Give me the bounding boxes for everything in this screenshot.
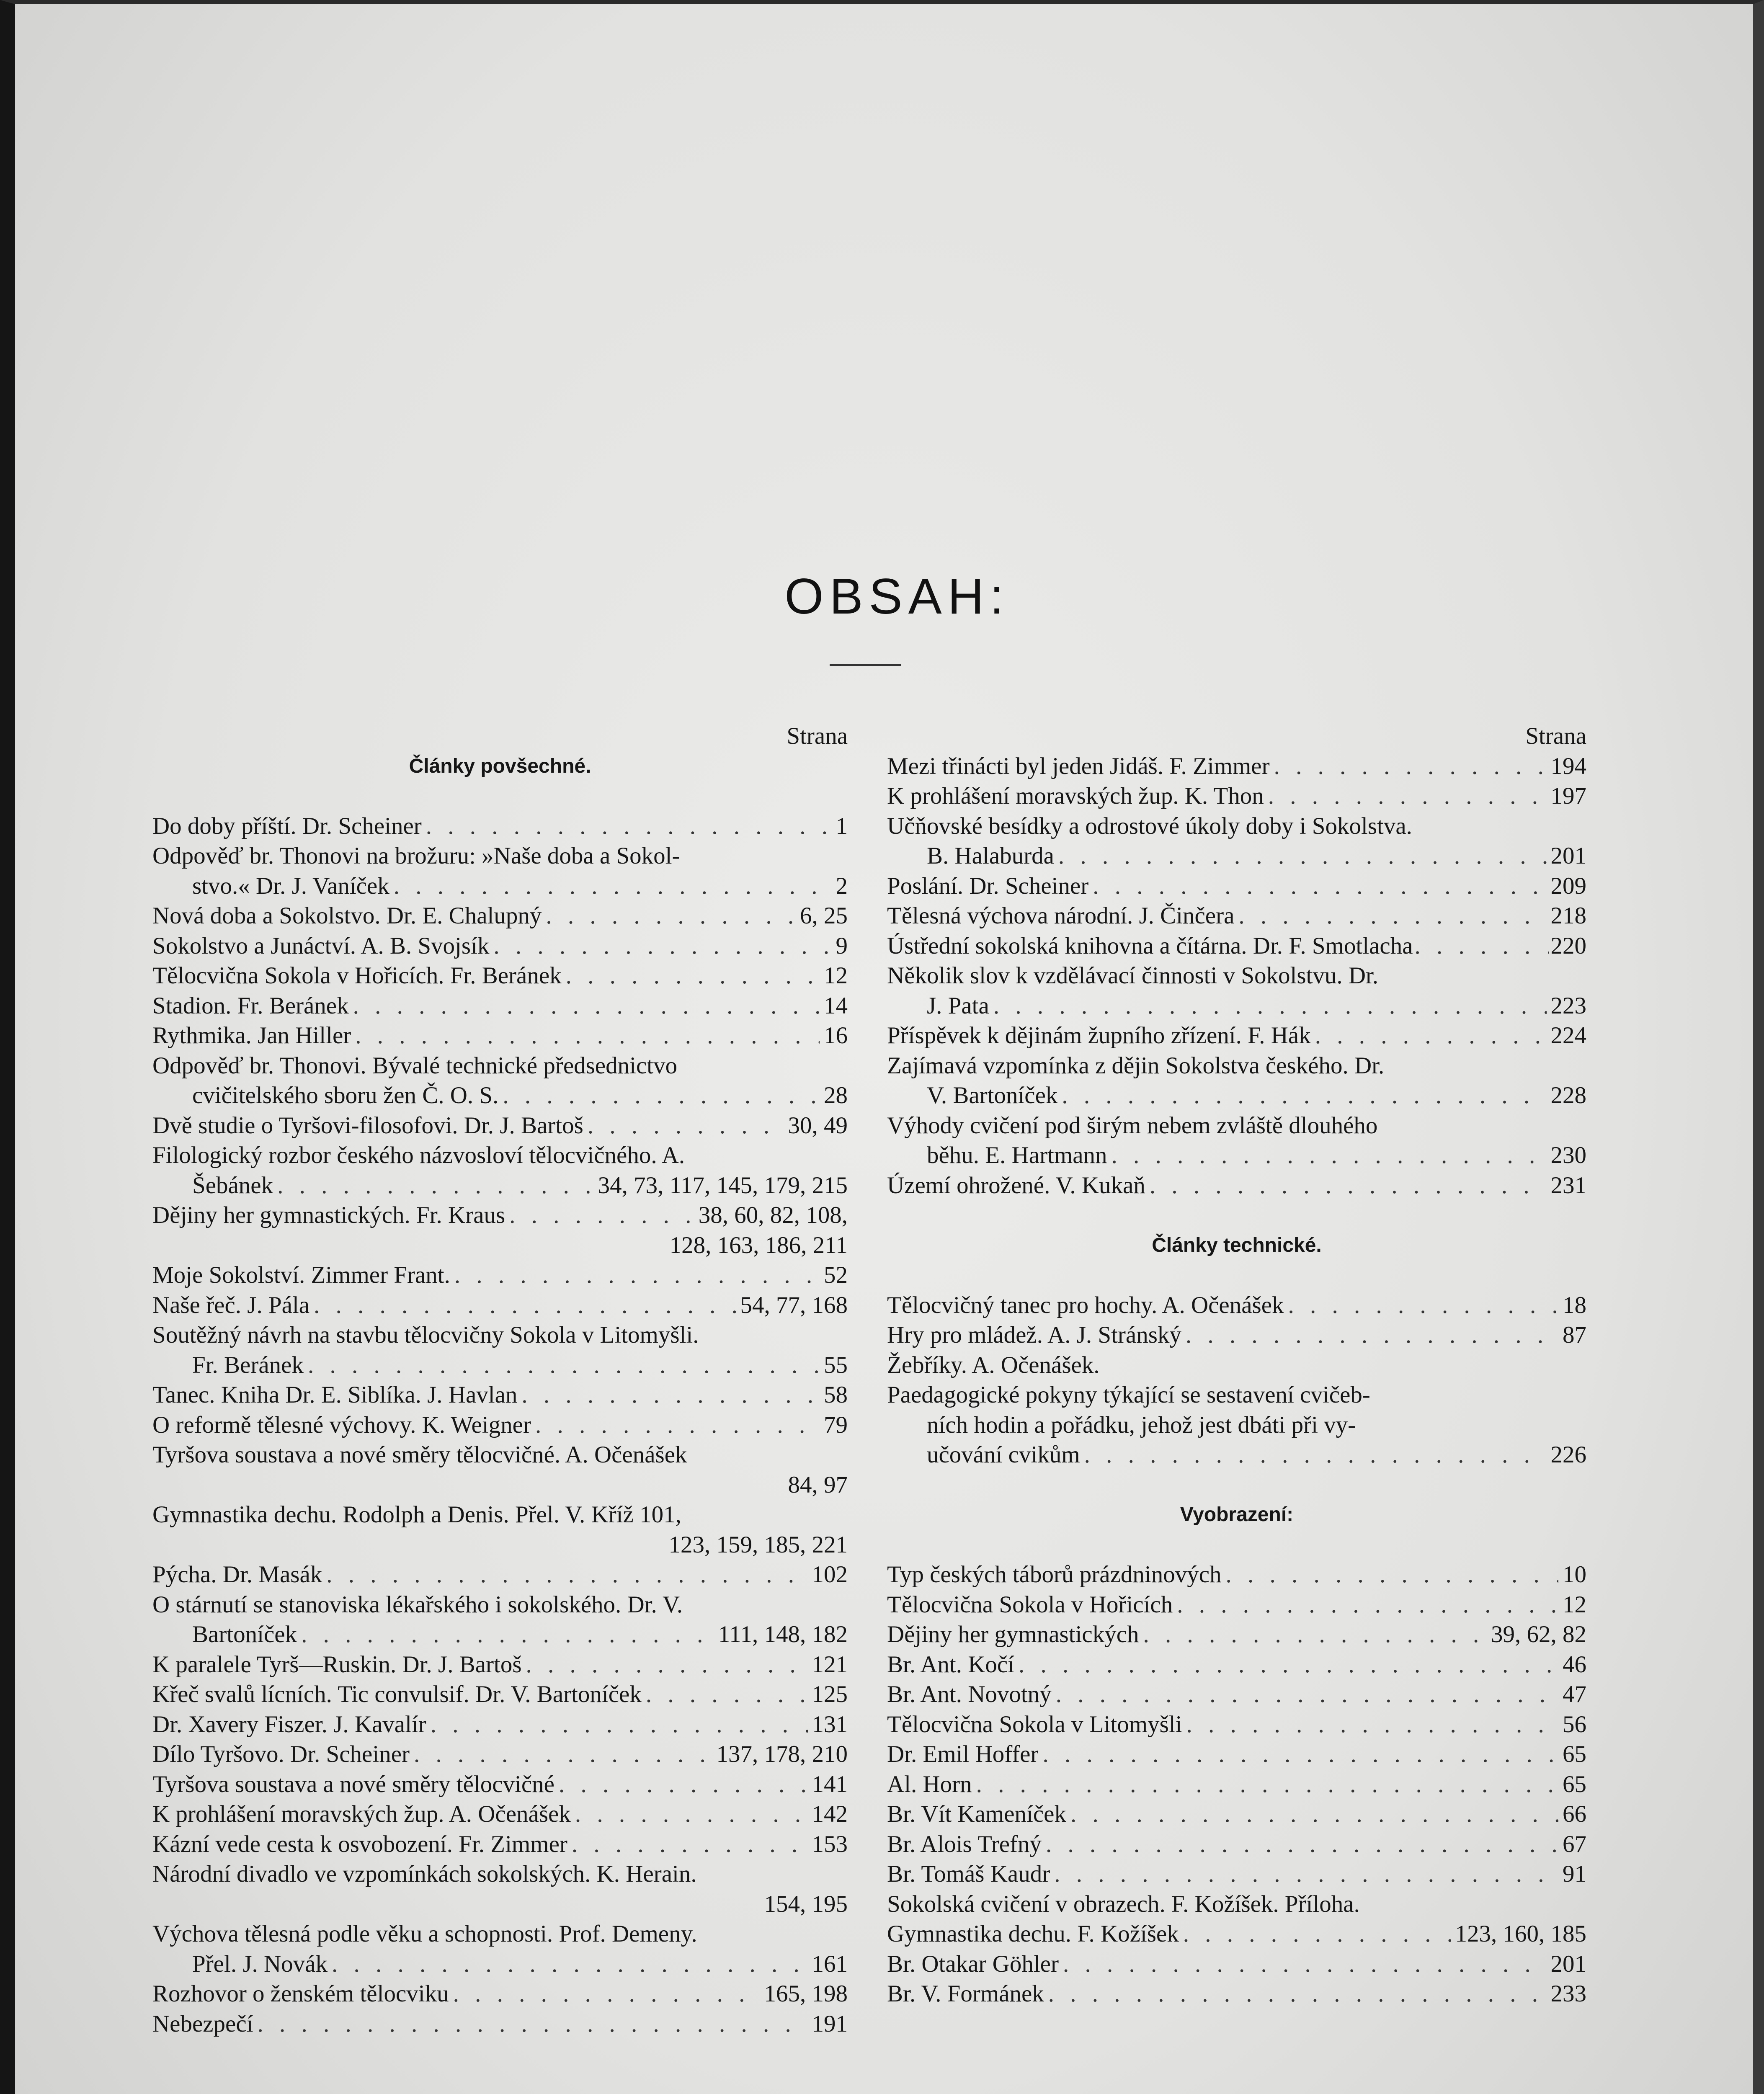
title-rule bbox=[830, 664, 901, 666]
toc-entry: Žebříky. A. Očenášek. bbox=[887, 1351, 1100, 1378]
toc-entry: Dějiny her gymnastických . . . 39, 62, 82 bbox=[887, 1619, 1586, 1650]
toc-entry: Šebánek . . . 34, 73, 117, 145, 179, 215 bbox=[152, 1171, 848, 1201]
toc-entry: Paedagogické pokyny týkající se sestavení cvičeb- bbox=[887, 1382, 1370, 1408]
toc-entry: K prohlášení moravských žup. A. Očenášek . . . 142 bbox=[152, 1799, 848, 1829]
toc-entry: Tělocvična Sokola v Hořicích. Fr. Beránek . . . 12 bbox=[152, 961, 848, 991]
strana-label: Strana bbox=[1525, 723, 1586, 749]
toc-entry: Bartoníček . . . 111, 148, 182 bbox=[152, 1619, 848, 1650]
toc-entry: Tělesná výchova národní. J. Činčera . . . 218 bbox=[887, 901, 1586, 931]
toc-entry: Tyršova soustava a nové směry tělocvičné. A. Očenášek bbox=[152, 1442, 687, 1468]
toc-entry: Br. V. Formánek . . . 233 bbox=[887, 1979, 1586, 2009]
toc-entry: běhu. E. Hartmann . . . 230 bbox=[887, 1140, 1586, 1171]
toc-entry: Rozhovor o ženském tělocviku . . . 165, 198 bbox=[152, 1979, 848, 2009]
toc-entry: Národní divadlo ve vzpomínkách sokolských. K. Herain. bbox=[152, 1861, 697, 1887]
toc-entry: Odpověď br. Thonovi na brožuru: »Naše doba a Sokol- bbox=[152, 843, 680, 869]
toc-entry: Učňovské besídky a odrostové úkoly doby i Sokolstva. bbox=[887, 812, 1412, 839]
toc-entry: Dílo Tyršovo. Dr. Scheiner . . . 137, 178, 210 bbox=[152, 1739, 848, 1769]
toc-entry: Přel. J. Novák . . . 161 bbox=[152, 1949, 848, 1979]
toc-entry: Br. Otakar Göhler . . . 201 bbox=[887, 1949, 1586, 1979]
toc-entry: Do doby příští. Dr. Scheiner . . . 1 bbox=[152, 811, 848, 841]
toc-entry: Kázní vede cesta k osvobození. Fr. Zimmer . . . 153 bbox=[152, 1829, 848, 1859]
toc-entry: Tělocvičný tanec pro hochy. A. Očenášek . . . 18 bbox=[887, 1290, 1586, 1320]
toc-entry: K prohlášení moravských žup. K. Thon . . . 197 bbox=[887, 781, 1586, 811]
toc-entry: Dr. Emil Hoffer . . . 65 bbox=[887, 1739, 1586, 1769]
toc-entry: stvo.« Dr. J. Vaníček . . . 2 bbox=[152, 871, 848, 901]
toc-entry: O stárnutí se stanoviska lékařského i sokolského. Dr. V. bbox=[152, 1591, 683, 1618]
toc-entry: Gymnastika dechu. Rodolph a Denis. Přel. V. Kříž 101, bbox=[152, 1501, 681, 1528]
toc-entry: Rythmika. Jan Hiller . . . 16 bbox=[152, 1021, 848, 1051]
toc-entry: Území ohrožené. V. Kukaň . . . 231 bbox=[887, 1171, 1586, 1201]
toc-entry: Al. Horn . . . 65 bbox=[887, 1769, 1586, 1800]
toc-entry: cvičitelského sboru žen Č. O. S. . . . 28 bbox=[152, 1081, 848, 1111]
toc-entry: Sokolstvo a Junáctví. A. B. Svojsík . . . 9 bbox=[152, 931, 848, 961]
toc-pages-continued: 128, 163, 186, 211 bbox=[669, 1232, 848, 1258]
toc-entry: Tělocvična Sokola v Hořicích . . . 12 bbox=[887, 1590, 1586, 1620]
toc-entry: ních hodin a pořádku, jehož jest dbáti při vy- bbox=[927, 1411, 1356, 1438]
toc-entry: J. Pata . . . 223 bbox=[887, 991, 1586, 1021]
toc-entry: Dějiny her gymnastických. Fr. Kraus . . . 38, 60, 82, 108, bbox=[152, 1200, 848, 1230]
toc-entry: Br. Vít Kameníček . . . 66 bbox=[887, 1799, 1586, 1829]
toc-entry: Hry pro mládež. A. J. Stránský . . . 87 bbox=[887, 1320, 1586, 1350]
toc-entry: Mezi třinácti byl jeden Jidáš. F. Zimmer . . . 194 bbox=[887, 751, 1586, 781]
toc-entry: Br. Ant. Novotný . . . 47 bbox=[887, 1679, 1586, 1710]
toc-entry: Br. Ant. Kočí . . . 46 bbox=[887, 1650, 1586, 1680]
toc-entry: Křeč svalů lícních. Tic convulsif. Dr. V. Bartoníček . . . 125 bbox=[152, 1679, 848, 1710]
toc-entry: Tělocvična Sokola v Litomyšli . . . 56 bbox=[887, 1710, 1586, 1740]
toc-entry: Dr. Xavery Fiszer. J. Kavalír . . . 131 bbox=[152, 1710, 848, 1740]
right-column bbox=[887, 721, 1586, 2009]
toc-entry: Výchova tělesná podle věku a schopnosti. Prof. Demeny. bbox=[152, 1921, 697, 1947]
toc-entry: Tyršova soustava a nové směry tělocvičné . . . 141 bbox=[152, 1769, 848, 1800]
section-heading-general: Články povšechné. bbox=[409, 755, 591, 777]
toc-entry: Soutěžný návrh na stavbu tělocvičny Sokola v Litomyšli. bbox=[152, 1322, 699, 1348]
section-heading-technical: Články technické. bbox=[1152, 1234, 1322, 1256]
toc-entry: O reformě tělesné výchovy. K. Weigner . . . 79 bbox=[152, 1410, 848, 1440]
toc-entry: Gymnastika dechu. F. Kožíšek . . . 123, 160, 185 bbox=[887, 1919, 1586, 1949]
toc-entry: Odpověď br. Thonovi. Bývalé technické předsednictvo bbox=[152, 1052, 678, 1079]
toc-pages-continued: 123, 159, 185, 221 bbox=[668, 1531, 848, 1558]
toc-entry: Výhody cvičení pod širým nebem zvláště dlouhého bbox=[887, 1112, 1378, 1139]
toc-entry: Stadion. Fr. Beránek . . . 14 bbox=[152, 991, 848, 1021]
toc-entry: Sokolská cvičení v obrazech. F. Kožíšek. Příloha. bbox=[887, 1890, 1360, 1917]
toc-entry: Poslání. Dr. Scheiner . . . 209 bbox=[887, 871, 1586, 901]
toc-entry: Filologický rozbor českého názvosloví tělocvičného. A. bbox=[152, 1142, 685, 1168]
toc-entry: Nebezpečí . . . 191 bbox=[152, 2009, 848, 2039]
toc-entry: Nová doba a Sokolstvo. Dr. E. Chalupný . . . 6, 25 bbox=[152, 901, 848, 931]
toc-entry: Tanec. Kniha Dr. E. Siblíka. J. Havlan . . . 58 bbox=[152, 1380, 848, 1410]
toc-entry: Moje Sokolství. Zimmer Frant. . . . 52 bbox=[152, 1260, 848, 1290]
toc-entry: V. Bartoníček . . . 228 bbox=[887, 1081, 1586, 1111]
toc-entry: Dvě studie o Tyršovi-filosofovi. Dr. J. Bartoš . . . 30, 49 bbox=[152, 1111, 848, 1141]
page-title: OBSAH: bbox=[784, 568, 1010, 624]
toc-pages-continued: 154, 195 bbox=[764, 1890, 848, 1917]
toc-entry: K paralele Tyrš—Ruskin. Dr. J. Bartoš . . . 121 bbox=[152, 1650, 848, 1680]
left-column bbox=[152, 721, 848, 2039]
toc-entry: Pýcha. Dr. Masák . . . 102 bbox=[152, 1560, 848, 1590]
toc-entry: Naše řeč. J. Pála . . . 54, 77, 168 bbox=[152, 1290, 848, 1320]
toc-entry: Typ českých táborů prázdninových . . . 10 bbox=[887, 1560, 1586, 1590]
toc-entry: Fr. Beránek . . . 55 bbox=[152, 1350, 848, 1380]
toc-entry: Příspěvek k dějinám župního zřízení. F. Hák . . . 224 bbox=[887, 1021, 1586, 1051]
toc-entry: Ústřední sokolská knihovna a čítárna. Dr. F. Smotlacha . . . 220 bbox=[887, 931, 1586, 961]
toc-entry: Zajímavá vzpomínka z dějin Sokolstva českého. Dr. bbox=[887, 1052, 1385, 1079]
toc-entry: učování cvikům . . . 226 bbox=[887, 1440, 1586, 1470]
toc-entry: Br. Tomáš Kaudr . . . 91 bbox=[887, 1859, 1586, 1889]
toc-entry: Několik slov k vzdělávací činnosti v Sokolstvu. Dr. bbox=[887, 962, 1379, 989]
toc-entry: Br. Alois Trefný . . . 67 bbox=[887, 1829, 1586, 1859]
toc-entry: B. Halaburda . . . 201 bbox=[887, 841, 1586, 871]
toc-pages-continued: 84, 97 bbox=[788, 1471, 848, 1498]
strana-label: Strana bbox=[787, 723, 848, 749]
section-heading-illustrations: Vyobrazení: bbox=[1180, 1503, 1294, 1526]
